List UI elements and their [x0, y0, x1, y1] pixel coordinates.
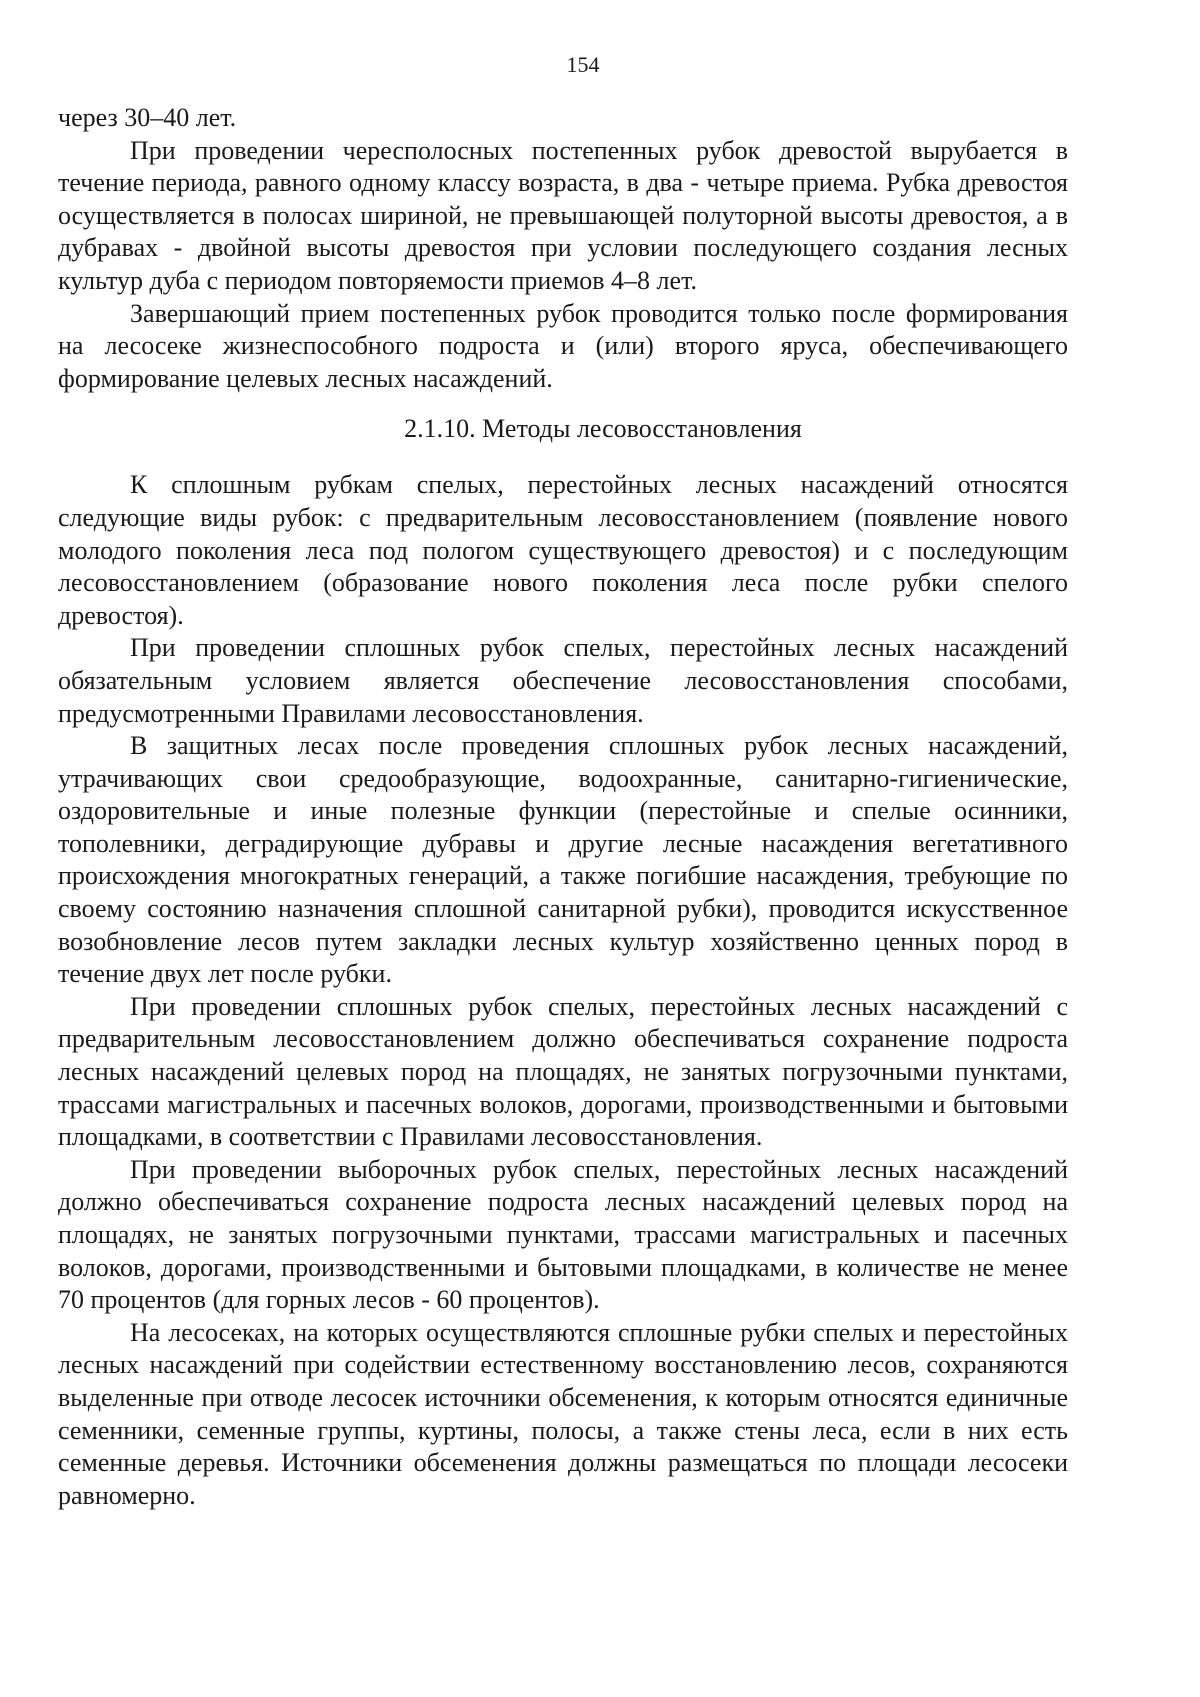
document-page	[58, 50, 1068, 1512]
page-number: 154	[566, 52, 600, 77]
paragraph: К сплошным рубкам спелых, перестойных лесных насаждений относятся следующие виды рубок: с предварительным лесовосстановлением (появление нового молодого поколения леса под пологом существующего древостоя) и с последующим лесовосстановлением (образование нового поколения леса после рубки спелого древостоя).	[58, 470, 1068, 630]
paragraph: На лесосеках, на которых осуществляются сплошные рубки спелых и перестойных лесных насаждений при содействии естественному восстановлению лесов, сохраняются выделенные при отводе лесосек источники обсеменения, к которым относятся единичные семенники, семенные группы, куртины, полосы, а также стены леса, если в них есть семенные деревья. Источники обсеменения должны размещаться по площади лесосеки равномерно.	[58, 1317, 1068, 1510]
continuation-paragraph: через 30–40 лет.	[58, 103, 237, 132]
paragraph: При проведении выборочных рубок спелых, перестойных лесных насаждений должно обеспечиваться сохранение подроста лесных насаждений целевых пород на площадях, не занятых погрузочными пунктами, трассами магистральных и пасечных волоков, дорогами, производственными и бытовыми площадками, в количестве не менее 70 процентов (для горных лесов - 60 процентов).	[58, 1154, 1068, 1315]
paragraph: При проведении сплошных рубок спелых, перестойных лесных насаждений с предварительным лесовосстановлением должно обеспечиваться сохранение подроста лесных насаждений целевых пород на площадях, не занятых погрузочными пунктами, трассами магистральных и пасечных волоков, дорогами, производственными и бытовыми площадками, в соответствии с Правилами лесовосстановления.	[58, 991, 1068, 1152]
section-heading: 2.1.10. Методы лесовосстановления	[404, 414, 802, 444]
paragraph: При проведении чересполосных постепенных рубок древостой вырубается в течение периода, равного одному классу возраста, в два - четыре приема. Рубка древостоя осуществляется в полосах шириной, не превышающей полуторной высоты древостоя, а в дубравах - двойной высоты древостоя при условии последующего создания лесных культур дуба с периодом повторяемости приемов 4–8 лет.	[58, 135, 1068, 295]
paragraph: В защитных лесах после проведения сплошных рубок лесных насаждений, утрачивающих свои средообразующие, водоохранные, санитарно-гигиенические, оздоровительные и иные полезные функции (перестойные и спелые осинники, тополевники, деградирующие дубравы и другие лесные насаждения вегетативного происхождения многократных генераций, а также погибшие насаждения, требующие по своему состоянию назначения сплошной санитарной рубки), проводится искусственное возобновление лесов путем закладки лесных культур хозяйственно ценных пород в течение двух лет после рубки.	[58, 731, 1068, 989]
paragraph: При проведении сплошных рубок спелых, перестойных лесных насаждений обязательным условием является обеспечение лесовосстановления способами, предусмотренными Правилами лесовосстановления.	[58, 633, 1068, 728]
paragraph: Завершающий прием постепенных рубок проводится только после формирования на лесосеке жизнеспособного подроста и (или) второго яруса, обеспечивающего формирование целевых лесных насаждений.	[58, 298, 1068, 393]
